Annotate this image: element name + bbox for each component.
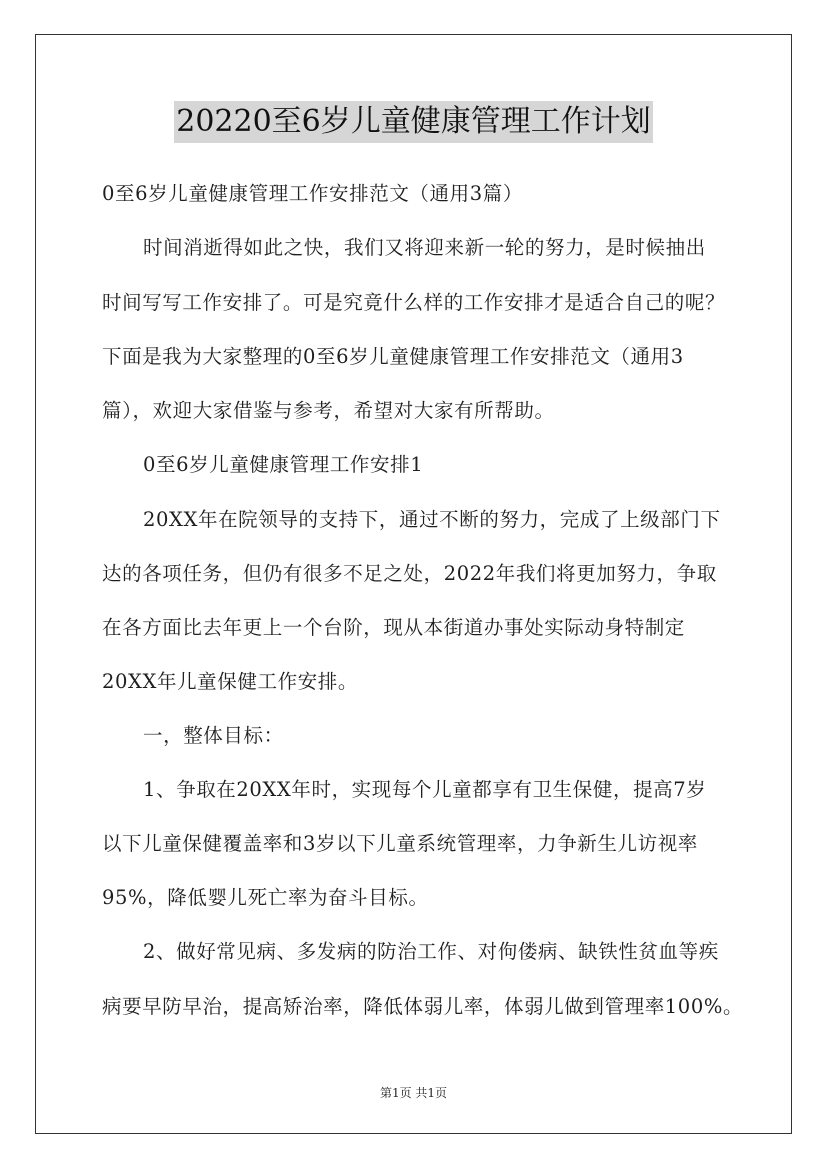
intro-line-4: 篇），欢迎大家借鉴与参考，希望对大家有所帮助。 <box>102 399 555 422</box>
paragraph1-line-4: 20XX年儿童保健工作安排。 <box>102 670 358 693</box>
goal2-line-2: 病要早防早治，提高矫治率，降低体弱儿率，体弱儿做到管理率100%。 <box>102 995 744 1018</box>
title-container <box>0 101 827 143</box>
overall-goal-heading: 一，整体目标： <box>143 724 284 747</box>
goal1-line-1: 1、争取在20XX年时，实现每个儿童都享有卫生保健，提高7岁 <box>143 778 707 801</box>
intro-line-2: 时间写写工作安排了。可是究竟什么样的工作安排才是适合自己的呢？ <box>102 291 726 314</box>
paragraph1-line-1: 20XX年在院领导的支持下，通过不断的努力，完成了上级部门下 <box>143 508 721 531</box>
intro-line-1: 时间消逝得如此之快，我们又将迎来新一轮的努力，是时候抽出 <box>143 236 706 259</box>
document-title: 20220至6岁儿童健康管理工作计划 <box>174 101 653 143</box>
goal1-line-3: 95%，降低婴儿死亡率为奋斗目标。 <box>102 886 429 909</box>
section-heading: 0至6岁儿童健康管理工作安排1 <box>143 453 424 476</box>
intro-line-3: 下面是我为大家整理的0至6岁儿童健康管理工作安排范文（通用3 <box>102 345 684 368</box>
goal2-line-1: 2、做好常见病、多发病的防治工作、对佝偻病、缺铁性贫血等疾 <box>143 940 719 963</box>
page-footer: 第1页 共1页 <box>379 1086 448 1100</box>
goal1-line-2: 以下儿童保健覆盖率和3岁以下儿童系统管理率，力争新生儿访视率 <box>102 832 698 855</box>
document-subtitle: 0至6岁儿童健康管理工作安排范文（通用3篇） <box>102 182 523 205</box>
paragraph1-line-3: 在各方面比去年更上一个台阶，现从本街道办事处实际动身特制定 <box>102 616 685 639</box>
paragraph1-line-2: 达的各项任务，但仍有很多不足之处，2022年我们将更加努力，争取 <box>102 562 717 585</box>
